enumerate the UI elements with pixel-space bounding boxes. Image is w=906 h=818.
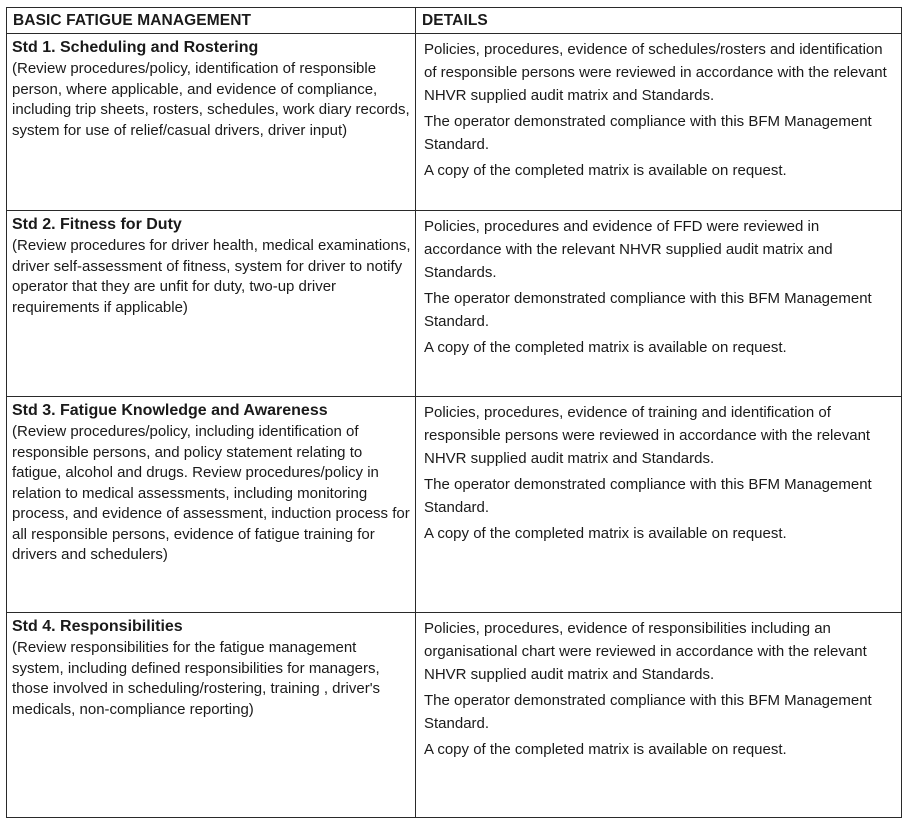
standard-description: (Review procedures/policy, including identification of responsible persons, and policy statement relating to fatigue, alcohol and drugs. Review procedures/policy in relation to medical assessments, including monitoring process, and evidence of assessment, induction process for all responsible persons, evidence of fatigue training for drivers and schedulers): [12, 423, 410, 563]
header-basic-fatigue-management: BASIC FATIGUE MANAGEMENT: [7, 8, 416, 34]
standard-title: Std 2. Fitness for Duty: [12, 216, 182, 233]
standard-description: (Review procedures/policy, identification of responsible person, where applicable, and evidence of compliance, including trip sheets, rosters, schedules, work diary records, system for use of relief/casual drivers, driver input): [12, 60, 410, 139]
table-header-row: [7, 8, 902, 34]
standard-cell: [7, 34, 416, 211]
table-row: [7, 211, 902, 397]
details-compliance: The operator demonstrated compliance with this BFM Management Standard.: [424, 290, 872, 330]
details-review: Policies, procedures, evidence of training and identification of responsible persons were reviewed in accordance with the relevant NHVR supplied audit matrix and Standards.: [424, 404, 871, 467]
details-matrix: A copy of the completed matrix is available on request.: [424, 162, 787, 179]
details-cell: [416, 397, 902, 613]
table-row: [7, 613, 902, 818]
details-review: Policies, procedures, evidence of responsibilities including an organisational chart were reviewed in accordance with the relevant NHVR supplied audit matrix and Standards.: [424, 620, 867, 683]
table-row: [7, 34, 902, 211]
table-row: [7, 397, 902, 613]
details-review: Policies, procedures and evidence of FFD were reviewed in accordance with the relevant NHVR supplied audit matrix and Standards.: [424, 218, 833, 281]
standard-cell: [7, 397, 416, 613]
standard-title: Std 1. Scheduling and Rostering: [12, 39, 259, 56]
standard-title: Std 4. Responsibilities: [12, 618, 183, 635]
details-compliance: The operator demonstrated compliance with this BFM Management Standard.: [424, 692, 872, 732]
details-cell: [416, 613, 902, 818]
details-matrix: A copy of the completed matrix is available on request.: [424, 525, 787, 542]
standard-description: (Review procedures for driver health, medical examinations, driver self-assessment of fitness, system for driver to notify operator that they are unfit for duty, two-up driver requirements if applicable): [12, 237, 411, 316]
details-cell: [416, 34, 902, 211]
standard-description: (Review responsibilities for the fatigue management system, including defined responsibilities for managers, those involved in scheduling/rostering, training , driver's medicals, non-compliance reporting): [12, 639, 381, 718]
standard-title: Std 3. Fatigue Knowledge and Awareness: [12, 402, 328, 419]
standard-cell: [7, 211, 416, 397]
standard-cell: [7, 613, 416, 818]
details-review: Policies, procedures, evidence of schedules/rosters and identification of responsible persons were reviewed in accordance with the relevant NHVR supplied audit matrix and Standards.: [424, 41, 887, 104]
bfm-audit-table: [6, 7, 902, 818]
header-details: DETAILS: [416, 8, 902, 34]
details-matrix: A copy of the completed matrix is available on request.: [424, 339, 787, 356]
details-compliance: The operator demonstrated compliance with this BFM Management Standard.: [424, 113, 872, 153]
details-matrix: A copy of the completed matrix is available on request.: [424, 741, 787, 758]
details-compliance: The operator demonstrated compliance with this BFM Management Standard.: [424, 476, 872, 516]
details-cell: [416, 211, 902, 397]
